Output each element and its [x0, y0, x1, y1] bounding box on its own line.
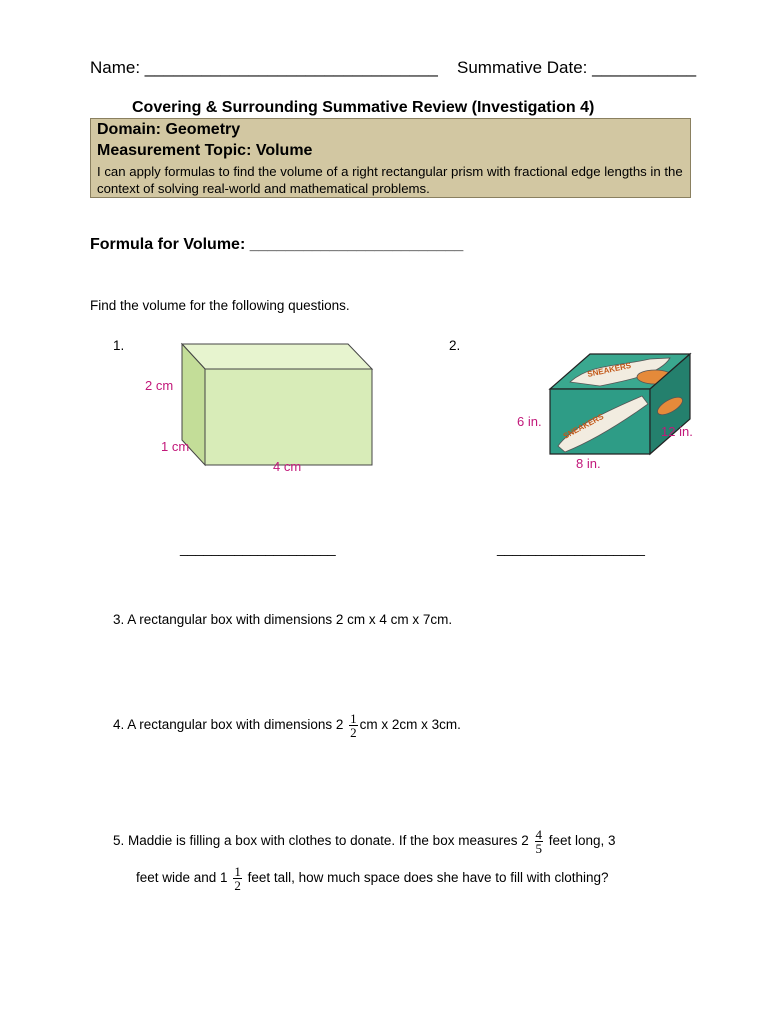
question-5-line-2-prefix: feet wide and 1 — [136, 870, 228, 886]
question-4 — [113, 712, 461, 739]
prism-front-face — [205, 369, 372, 465]
prism-length-label: 4 cm — [273, 459, 302, 474]
review-title: Covering & Surrounding Summative Review (Investigation 4) — [132, 99, 595, 116]
fraction-numerator: 4 — [535, 827, 542, 842]
prism-depth-label: 1 cm — [161, 439, 190, 454]
prism-height-label: 2 cm — [145, 378, 174, 393]
learning-objective: I can apply formulas to find the volume of a right rectangular prism with fractional edge lengths in the context of solving real-world and mathematical problems. — [97, 164, 683, 196]
domain-box — [90, 118, 691, 198]
box-height-label: 6 in. — [517, 414, 542, 429]
question-1-number: 1. — [113, 338, 125, 353]
name-field-label: Name: _______________________________ — [90, 58, 438, 77]
question-4-prefix: 4. A rectangular box with dimensions 2 — [113, 717, 344, 733]
measurement-topic-label: Measurement Topic: Volume — [97, 142, 313, 159]
domain-label: Domain: Geometry — [97, 121, 241, 138]
box-length-label: 8 in. — [576, 456, 601, 471]
question-5-line-1 — [113, 828, 616, 855]
box-depth-label: 12 in. — [661, 424, 693, 439]
question-5-line-2-suffix: feet tall, how much space does she have to fill with clothing? — [247, 870, 609, 886]
question-2-sneaker-box-figure — [510, 344, 710, 474]
question-5-line-1-suffix: feet long, 3 — [548, 833, 616, 849]
question-5-fraction-2 — [233, 865, 242, 892]
question-2-answer-line[interactable]: ___________________ — [497, 540, 645, 556]
fraction-denominator: 5 — [535, 841, 542, 856]
formula-for-volume: Formula for Volume: ________________________ — [90, 236, 464, 253]
fraction-numerator: 1 — [234, 864, 241, 879]
question-3-text: 3. A rectangular box with dimensions 2 cm x 4 cm x 7cm. — [113, 612, 453, 627]
fraction-denominator: 2 — [234, 878, 241, 893]
question-4-fraction — [349, 712, 358, 739]
box-front-brand: SNEAKERS — [561, 411, 606, 441]
summative-date-label: Summative Date: ___________ — [457, 58, 697, 77]
fraction-denominator: 2 — [350, 725, 357, 740]
question-5-fraction-1 — [535, 828, 544, 855]
question-1-answer-line[interactable]: ____________________ — [180, 540, 336, 556]
question-5-line-2 — [136, 865, 609, 892]
instructions: Find the volume for the following questions. — [90, 298, 350, 313]
box-top-brand: SNEAKERS — [586, 360, 632, 379]
fraction-numerator: 1 — [350, 711, 357, 726]
question-4-suffix: cm x 2cm x 3cm. — [359, 717, 461, 733]
question-2-number: 2. — [449, 338, 461, 353]
prism-top-face — [182, 344, 372, 369]
question-5-line-1-prefix: 5. Maddie is filling a box with clothes to donate. If the box measures 2 — [113, 833, 529, 849]
question-1-prism-figure — [140, 340, 380, 480]
